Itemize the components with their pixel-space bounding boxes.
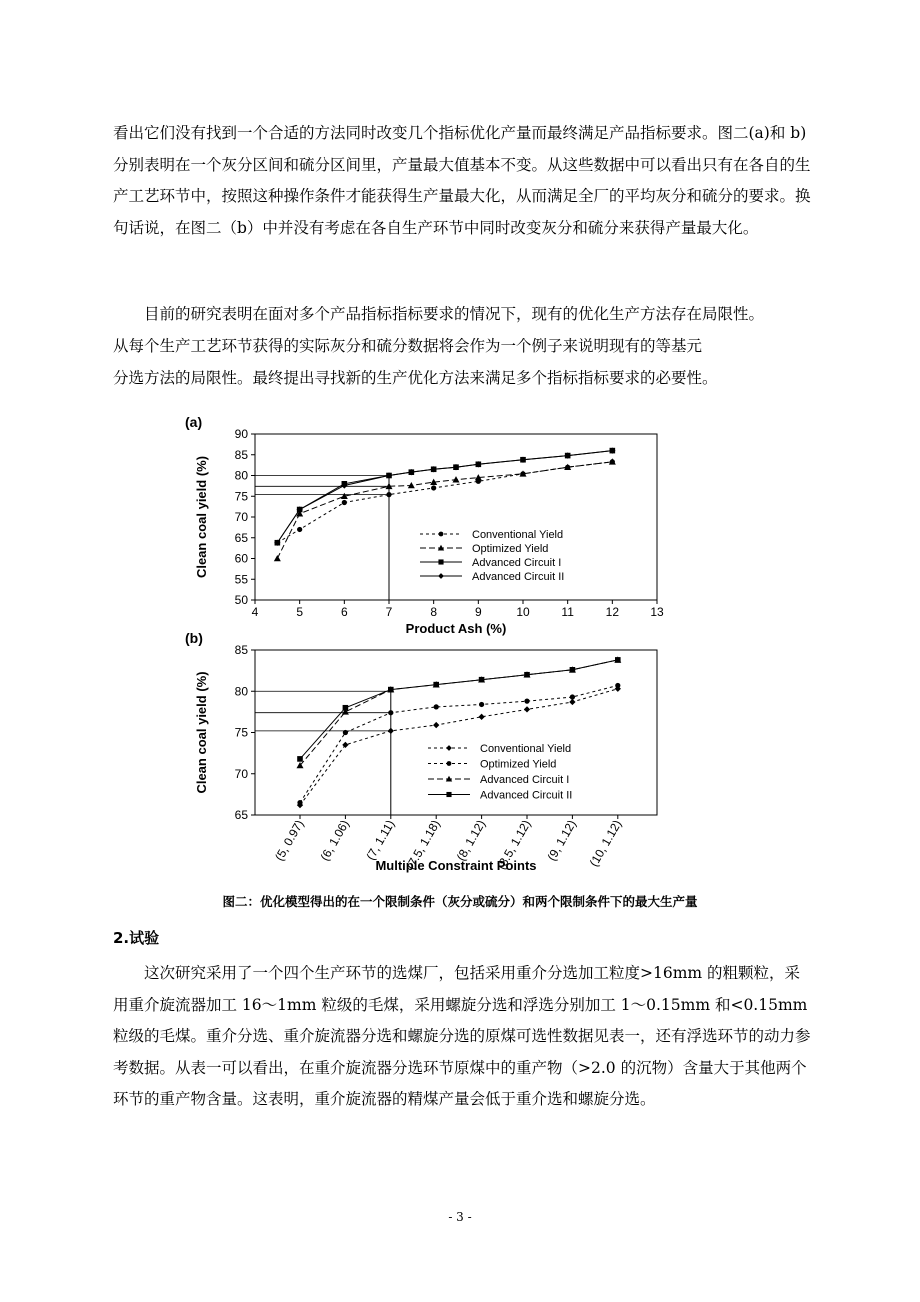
data-point xyxy=(274,555,281,561)
y-axis-title: Clean coal yield (%) xyxy=(194,455,209,579)
x-tick-label: (6, 1.06) xyxy=(317,817,352,864)
data-point xyxy=(343,730,348,735)
page-number: - 3 - xyxy=(448,1210,472,1224)
legend-marker xyxy=(439,532,444,537)
y-tick-label: 90 xyxy=(234,427,248,441)
y-tick-label: 60 xyxy=(234,551,248,566)
x-tick-label: (9, 1.12) xyxy=(544,817,579,864)
legend-label: Conventional Yield xyxy=(480,743,572,755)
x-tick-label: 4 xyxy=(251,605,259,619)
plot-frame xyxy=(255,650,657,815)
y-tick-label: 70 xyxy=(234,766,248,781)
x-tick-label: (7.5, 1.18) xyxy=(403,817,443,872)
legend-label: Advanced Circuit II xyxy=(480,789,573,802)
data-point xyxy=(342,500,347,505)
y-tick-label: 65 xyxy=(234,808,248,822)
section-title: 2.试验 xyxy=(113,929,160,947)
x-tick-label: 13 xyxy=(650,605,664,619)
data-point xyxy=(479,677,485,683)
section-paragraph: 这次研究采用了一个四个生产环节的选煤厂，包括采用重介分选加工粒度>16mm 的粗颗粒，采用重介旋流器加工 16～1mm 粒级的毛煤，采用螺旋分选和浮选分别加工 1～0.15mm 和<0.15mm 粒级的毛煤。重介分选、重介旋流器分选和螺旋分选的原煤可选性数据见表一，还有浮选环节的动力参考数据。从表一可以看出，在重介旋流器分选环节原煤中的重产物（>2.0 的沉物）含量大于其他两个环节的重产物含量。这表明，重介旋流器的精煤产量会低于重介选和螺旋分选。 xyxy=(113,964,811,1108)
x-tick-label: 11 xyxy=(561,605,574,619)
legend-label: Advanced Circuit II xyxy=(472,571,565,583)
legend-marker xyxy=(447,761,452,766)
data-point xyxy=(524,672,530,678)
data-point xyxy=(479,702,484,707)
data-point xyxy=(453,476,460,482)
x-tick-label: 8 xyxy=(430,605,438,619)
data-point xyxy=(297,527,302,532)
paragraph-limitation-line-1: 目前的研究表明在面对多个产品指标指标要求的情况下，现有的优化生产方法存在局限性。 xyxy=(144,305,765,323)
x-tick-label: 12 xyxy=(605,605,620,619)
x-tick-label: 9 xyxy=(474,605,482,619)
data-point xyxy=(388,728,394,734)
paragraph-limitation-line-3: 分选方法的局限性。最终提出寻找新的生产优化方法来满足多个指标指标要求的必要性。 xyxy=(113,369,718,387)
data-point xyxy=(433,682,439,688)
data-point xyxy=(478,714,484,720)
y-tick-label: 70 xyxy=(234,510,248,524)
series-line-1 xyxy=(277,462,612,559)
y-axis-title: Clean coal yield (%) xyxy=(194,671,209,794)
legend-label: Optimized Yield xyxy=(480,758,557,771)
x-axis-title: Multiple Constraint Points xyxy=(375,858,537,873)
data-point xyxy=(570,667,576,673)
x-tick-label: 6 xyxy=(340,605,348,619)
y-tick-label: 80 xyxy=(234,468,248,483)
paragraph-limitation-line-2: 从每个生产工艺环节获得的实际灰分和硫分数据将会作为一个例子来说明现有的等基元 xyxy=(113,337,703,355)
figure-caption: 图二：优化模型得出的在一个限制条件（灰分或硫分）和两个限制条件下的最大生产量 xyxy=(222,894,698,909)
data-point xyxy=(388,687,394,693)
y-tick-label: 55 xyxy=(234,572,248,587)
y-tick-label: 75 xyxy=(234,489,248,504)
x-tick-label: (8, 1.12) xyxy=(453,817,489,864)
panel-label: (a) xyxy=(185,414,203,430)
data-point xyxy=(524,706,530,712)
data-point xyxy=(615,683,620,688)
data-point xyxy=(297,756,303,762)
x-tick-label: (8.5, 1.12) xyxy=(494,817,534,872)
data-point xyxy=(431,485,436,490)
x-tick-label: (5, 0.97) xyxy=(272,817,307,864)
legend-marker xyxy=(438,573,444,579)
data-point xyxy=(343,705,349,711)
legend-label: Advanced Circuit I xyxy=(480,774,570,786)
x-tick-label: (10, 1.12) xyxy=(586,817,625,869)
chart-a xyxy=(185,414,664,636)
data-point xyxy=(386,492,391,497)
x-tick-label: 10 xyxy=(516,605,530,619)
legend-label: Conventional Yield xyxy=(472,529,564,541)
y-tick-label: 80 xyxy=(234,684,248,699)
chart-b xyxy=(185,630,657,873)
figure-2 xyxy=(0,410,920,880)
x-axis-title: Product Ash (%) xyxy=(405,621,507,636)
data-point xyxy=(297,800,302,805)
y-tick-label: 65 xyxy=(234,530,248,545)
panel-label: (b) xyxy=(185,630,203,646)
data-point xyxy=(434,704,439,709)
data-point xyxy=(569,699,575,705)
legend-marker xyxy=(446,745,452,751)
x-tick-label: (7, 1.11) xyxy=(363,817,398,863)
legend-label: Optimized Yield xyxy=(472,543,549,555)
x-tick-label: 5 xyxy=(296,605,304,619)
plot-frame xyxy=(255,434,657,600)
legend-marker xyxy=(446,792,451,797)
paragraph-figure-discussion: 看出它们没有找到一个合适的方法同时改变几个指标优化产量而最终满足产品指标要求。图二(a)和 b)分别表明在一个灰分区间和硫分区间里，产量最大值基本不变。从这些数据中可以看出只有在各自的生产工艺环节中，按照这种操作条件才能获得生产量最大化，从而满足全厂的平均灰分和硫分的要求。换句话说，在图二（b）中并没有考虑在各自生产环节中同时改变灰分和硫分来获得产量最大化。 xyxy=(113,124,811,237)
y-tick-label: 85 xyxy=(234,447,248,462)
y-tick-label: 50 xyxy=(234,593,248,607)
data-point xyxy=(388,710,393,715)
legend-marker xyxy=(438,559,443,564)
data-point xyxy=(524,699,529,704)
y-tick-label: 85 xyxy=(234,643,248,657)
x-tick-label: 7 xyxy=(385,605,393,619)
data-point xyxy=(570,694,575,699)
data-point xyxy=(433,722,439,728)
legend-label: Advanced Circuit I xyxy=(472,557,562,569)
data-point xyxy=(615,657,621,663)
y-tick-label: 75 xyxy=(234,725,248,740)
